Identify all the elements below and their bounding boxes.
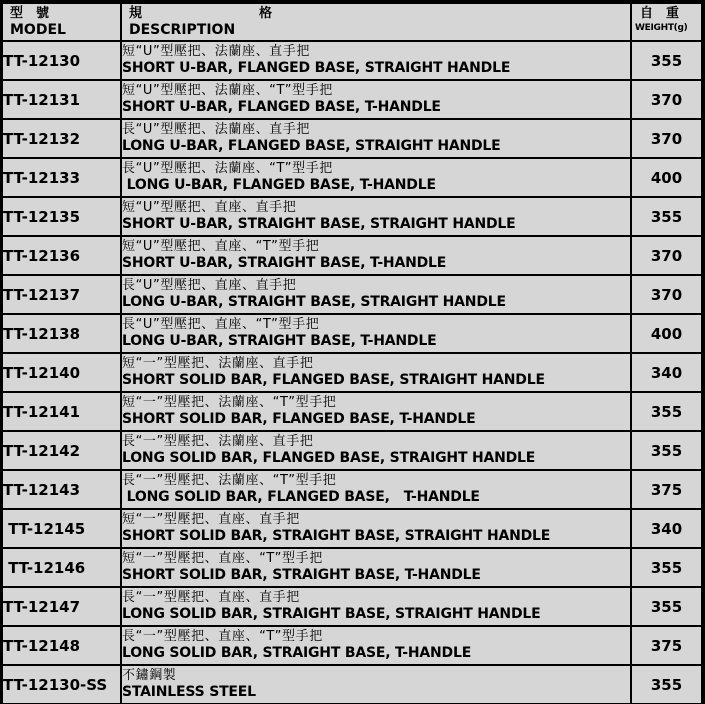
table-row	[2, 509, 702, 548]
header-row	[2, 3, 702, 41]
model-cell: TT-12138	[2, 314, 121, 353]
description-zh: 短“一”型壓把、法蘭座、直手把	[122, 356, 314, 371]
table-row	[2, 41, 702, 80]
description-cell	[121, 236, 631, 275]
description-en: SHORT SOLID BAR, STRAIGHT BASE, T-HANDLE	[122, 567, 481, 583]
weight-cell: 355	[631, 431, 702, 470]
description-zh: 長“U”型壓把、直座、直手把	[122, 278, 297, 293]
weight-cell: 355	[631, 548, 702, 587]
description-en: SHORT SOLID BAR, STRAIGHT BASE, STRAIGHT HANDLE	[122, 528, 551, 544]
weight-header-zh: 自 重	[640, 6, 680, 21]
description-zh: 長“一”型壓把、直座、直手把	[122, 590, 300, 605]
weight-cell: 375	[631, 626, 702, 665]
description-header	[121, 3, 631, 41]
description-en: SHORT U-BAR, FLANGED BASE, T-HANDLE	[122, 99, 441, 115]
table-row	[2, 665, 702, 704]
description-en: LONG SOLID BAR, STRAIGHT BASE, STRAIGHT HANDLE	[122, 606, 541, 622]
weight-header-en: WEIGHT(g)	[635, 23, 688, 33]
description-cell	[121, 41, 631, 80]
description-en: SHORT U-BAR, STRAIGHT BASE, STRAIGHT HANDLE	[122, 216, 516, 232]
table-row	[2, 353, 702, 392]
description-en: LONG U-BAR, FLANGED BASE, T-HANDLE	[122, 177, 436, 193]
table-row	[2, 275, 702, 314]
table-row	[2, 119, 702, 158]
description-zh: 短“一”型壓把、法蘭座、“T”型手把	[122, 395, 337, 410]
description-en: SHORT SOLID BAR, FLANGED BASE, T-HANDLE	[122, 411, 476, 427]
description-cell	[121, 431, 631, 470]
description-en: LONG U-BAR, STRAIGHT BASE, T-HANDLE	[122, 333, 437, 349]
description-cell	[121, 275, 631, 314]
description-cell	[121, 470, 631, 509]
model-header-en: MODEL	[10, 22, 66, 38]
description-zh: 長“U”型壓把、法蘭座、直手把	[122, 122, 310, 137]
model-cell: TT-12148	[2, 626, 121, 665]
model-cell: TT-12130-SS	[2, 665, 121, 704]
description-zh: 短“一”型壓把、直座、“T”型手把	[122, 551, 323, 566]
weight-cell: 340	[631, 353, 702, 392]
description-cell	[121, 197, 631, 236]
description-zh: 短“U”型壓把、直座、直手把	[122, 200, 297, 215]
weight-cell: 355	[631, 392, 702, 431]
table-row	[2, 431, 702, 470]
model-cell: TT-12142	[2, 431, 121, 470]
weight-cell: 370	[631, 236, 702, 275]
table-row	[2, 587, 702, 626]
description-cell	[121, 548, 631, 587]
model-cell: TT-12146	[2, 548, 121, 587]
description-zh: 長“一”型壓把、直座、“T”型手把	[122, 629, 323, 644]
description-zh: 短“U”型壓把、直座、“T”型手把	[122, 239, 320, 254]
description-zh: 長“一”型壓把、法蘭座、直手把	[122, 434, 314, 449]
model-cell: TT-12132	[2, 119, 121, 158]
description-en: SHORT U-BAR, STRAIGHT BASE, T-HANDLE	[122, 255, 447, 271]
description-en: LONG SOLID BAR, FLANGED BASE, STRAIGHT HANDLE	[122, 450, 536, 466]
description-cell	[121, 392, 631, 431]
weight-cell: 370	[631, 275, 702, 314]
table-row	[2, 158, 702, 197]
weight-cell: 355	[631, 587, 702, 626]
weight-cell: 370	[631, 80, 702, 119]
description-en: SHORT SOLID BAR, FLANGED BASE, STRAIGHT HANDLE	[122, 372, 545, 388]
weight-cell: 400	[631, 314, 702, 353]
description-zh: 不鏽鋼製	[122, 668, 177, 683]
weight-cell: 375	[631, 470, 702, 509]
weight-cell: 355	[631, 665, 702, 704]
table-row	[2, 236, 702, 275]
table-row	[2, 548, 702, 587]
description-zh: 短“U”型壓把、法蘭座、直手把	[122, 44, 310, 59]
description-cell	[121, 119, 631, 158]
description-cell	[121, 80, 631, 119]
model-cell: TT-12131	[2, 80, 121, 119]
table-row	[2, 314, 702, 353]
description-cell	[121, 314, 631, 353]
model-cell: TT-12137	[2, 275, 121, 314]
table-row	[2, 392, 702, 431]
description-header-en: DESCRIPTION	[129, 22, 236, 38]
description-cell	[121, 509, 631, 548]
description-zh: 短“一”型壓把、直座、直手把	[122, 512, 300, 527]
description-cell	[121, 158, 631, 197]
description-cell	[121, 665, 631, 704]
table-body	[2, 41, 702, 704]
description-zh: 長“U”型壓把、直座、“T”型手把	[122, 317, 320, 332]
model-cell: TT-12133	[2, 158, 121, 197]
description-header-zh: 規 格	[129, 6, 273, 21]
description-en: LONG U-BAR, FLANGED BASE, STRAIGHT HANDLE	[122, 138, 501, 154]
table-row	[2, 626, 702, 665]
model-cell: TT-12135	[2, 197, 121, 236]
model-cell: TT-12140	[2, 353, 121, 392]
model-cell: TT-12141	[2, 392, 121, 431]
description-en: SHORT U-BAR, FLANGED BASE, STRAIGHT HANDLE	[122, 60, 511, 76]
weight-cell: 370	[631, 119, 702, 158]
description-cell	[121, 587, 631, 626]
description-zh: 長“一”型壓把、法蘭座、“T”型手把	[122, 473, 337, 488]
table-row	[2, 80, 702, 119]
description-en: LONG SOLID BAR, FLANGED BASE, T-HANDLE	[122, 489, 480, 505]
model-header	[2, 3, 121, 41]
model-cell: TT-12147	[2, 587, 121, 626]
description-zh: 長“U”型壓把、法蘭座、“T”型手把	[122, 161, 333, 176]
model-header-zh: 型 號	[10, 6, 50, 21]
description-en: LONG SOLID BAR, STRAIGHT BASE, T-HANDLE	[122, 645, 472, 661]
description-cell	[121, 626, 631, 665]
weight-cell: 340	[631, 509, 702, 548]
model-cell: TT-12136	[2, 236, 121, 275]
model-cell: TT-12145	[2, 509, 121, 548]
spec-table	[2, 3, 702, 704]
weight-header	[631, 3, 702, 41]
weight-cell: 355	[631, 41, 702, 80]
table-row	[2, 470, 702, 509]
model-cell: TT-12143	[2, 470, 121, 509]
weight-cell: 355	[631, 197, 702, 236]
description-en: STAINLESS STEEL	[122, 684, 256, 700]
description-zh: 短“U”型壓把、法蘭座、“T”型手把	[122, 83, 333, 98]
description-en: LONG U-BAR, STRAIGHT BASE, STRAIGHT HANDLE	[122, 294, 506, 310]
description-cell	[121, 353, 631, 392]
weight-cell: 400	[631, 158, 702, 197]
table-row	[2, 197, 702, 236]
model-cell: TT-12130	[2, 41, 121, 80]
